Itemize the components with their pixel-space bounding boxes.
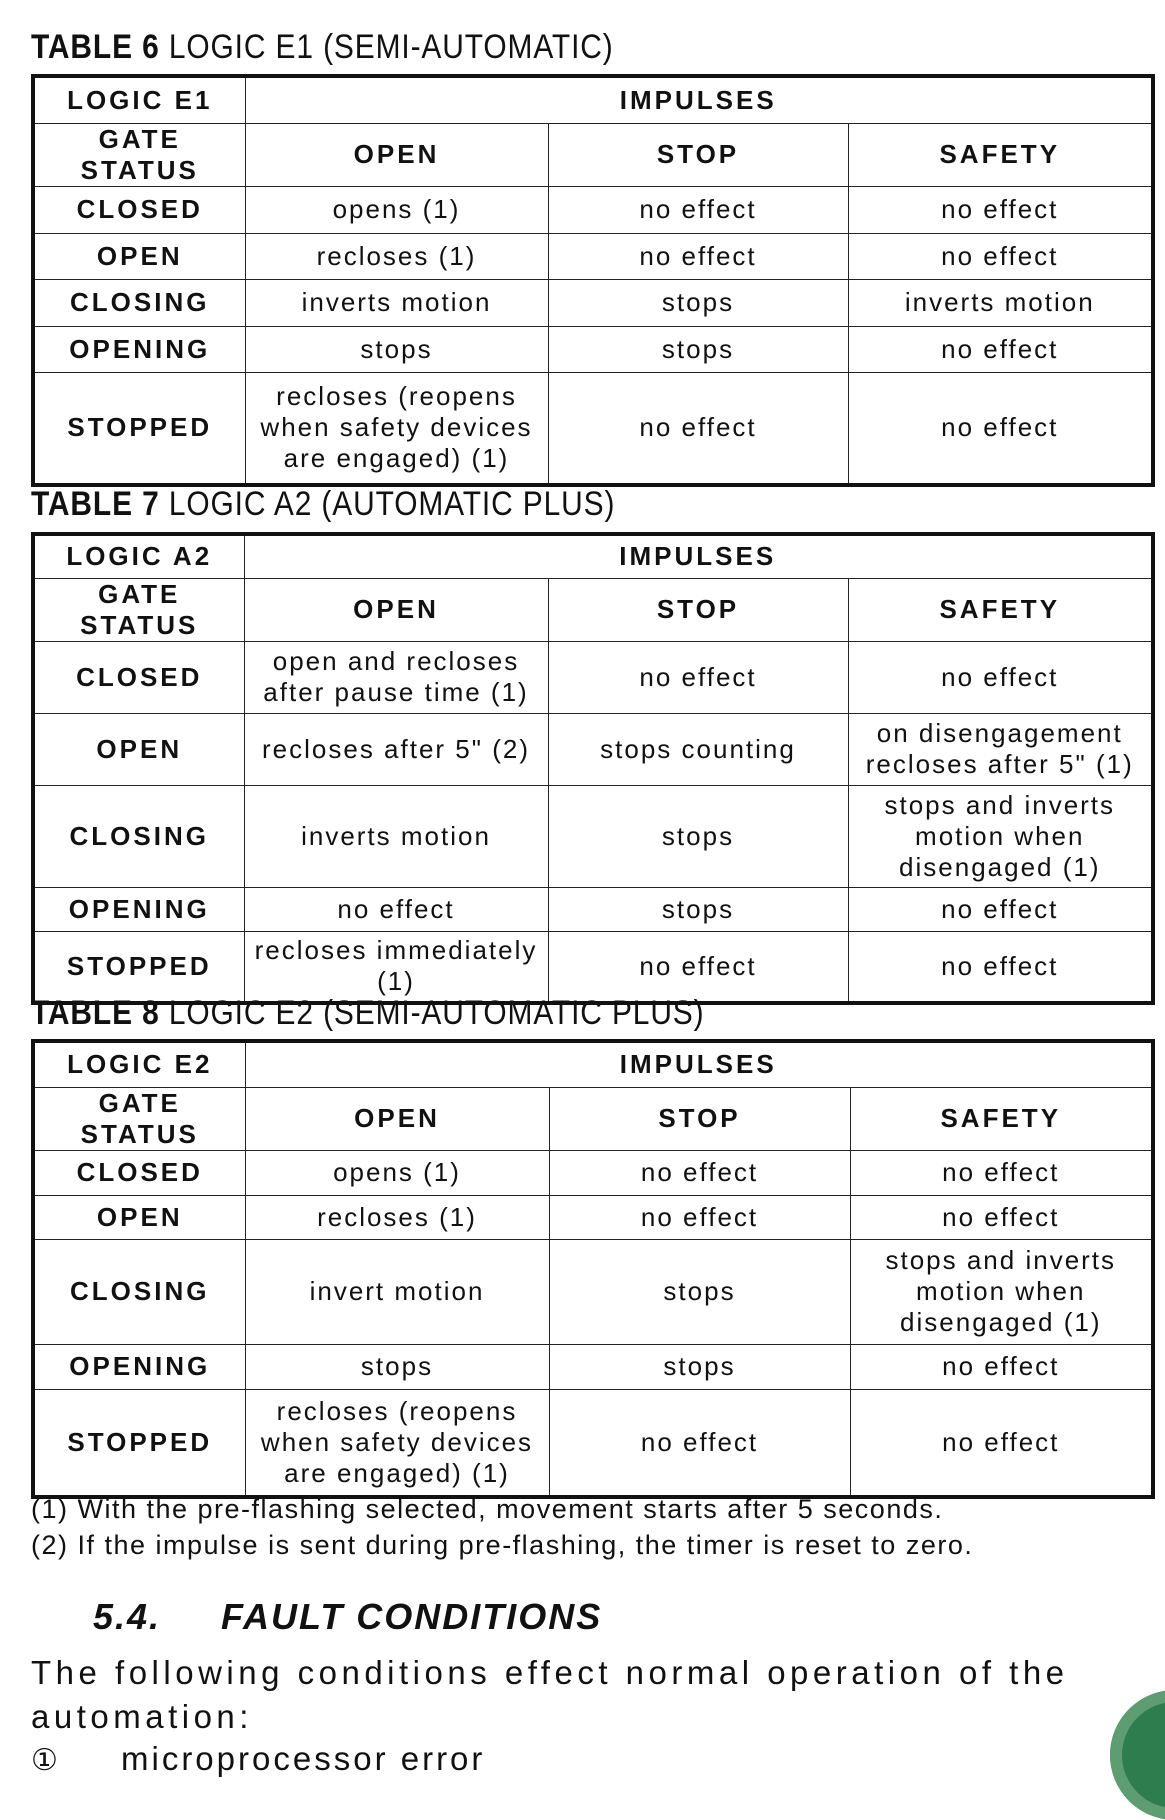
table-logic-a2	[31, 532, 1155, 1005]
row-status: OPEN	[33, 1195, 245, 1239]
cell-open: stops	[245, 326, 548, 372]
cell-stop: stops	[548, 279, 848, 326]
cell-open: open and recloses after pause time (1)	[244, 641, 548, 713]
column-stop: STOP	[549, 1087, 850, 1150]
circled-one-marker: ①	[31, 1744, 61, 1777]
footnote-2: (2) If the impulse is sent during pre-flashing, the timer is reset to zero.	[31, 1530, 974, 1560]
column-open: OPEN	[244, 578, 548, 641]
table-row	[33, 279, 1153, 326]
cell-open: invert motion	[245, 1239, 549, 1344]
column-safety: SAFETY	[848, 578, 1153, 641]
table-row	[33, 372, 1153, 485]
cell-stop: no effect	[548, 641, 848, 713]
table-row	[33, 186, 1153, 233]
table-row	[33, 641, 1153, 713]
cell-stop: stops	[548, 887, 848, 931]
table-row	[33, 1195, 1153, 1239]
row-status: CLOSING	[33, 279, 245, 326]
row-status: OPENING	[33, 1344, 245, 1389]
impulses-header: IMPULSES	[245, 1041, 1153, 1087]
table-row	[33, 233, 1153, 279]
row-status: CLOSED	[33, 1150, 245, 1195]
impulses-header: IMPULSES	[244, 534, 1153, 578]
gate-status-header: GATE STATUS	[33, 123, 245, 186]
table-7-title	[31, 485, 615, 524]
cell-stop: no effect	[548, 372, 848, 485]
table-row	[33, 785, 1153, 887]
row-status: CLOSING	[33, 785, 244, 887]
table-8-title	[31, 994, 704, 1033]
table-row	[33, 1389, 1153, 1497]
cell-stop: no effect	[549, 1389, 850, 1497]
logic-label: LOGIC E2	[33, 1041, 245, 1087]
row-status: OPEN	[33, 233, 245, 279]
cell-safety: on disengagement recloses after 5" (1)	[848, 713, 1153, 785]
cell-open: opens (1)	[245, 186, 548, 233]
row-status: STOPPED	[33, 372, 245, 485]
table-number: TABLE 6	[31, 28, 160, 66]
cell-safety: no effect	[848, 233, 1153, 279]
cell-safety: no effect	[848, 372, 1153, 485]
cell-stop: stops	[549, 1344, 850, 1389]
impulses-header: IMPULSES	[245, 76, 1153, 123]
row-status: CLOSING	[33, 1239, 245, 1344]
cell-open: opens (1)	[245, 1150, 549, 1195]
cell-open: inverts motion	[244, 785, 548, 887]
column-open: OPEN	[245, 123, 548, 186]
cell-open: inverts motion	[245, 279, 548, 326]
table-number: TABLE 8	[31, 994, 160, 1032]
table-caption: LOGIC E1 (SEMI-AUTOMATIC)	[168, 28, 614, 66]
cell-safety: no effect	[850, 1389, 1153, 1497]
row-status: OPENING	[33, 326, 245, 372]
cell-safety: no effect	[848, 931, 1153, 1003]
cell-safety: no effect	[848, 641, 1153, 713]
table-row	[33, 713, 1153, 785]
footnote-1: (1) With the pre-flashing selected, movement starts after 5 seconds.	[31, 1494, 944, 1524]
gate-status-header: GATE STATUS	[33, 1087, 245, 1150]
cell-open: recloses (reopens when safety devices are engaged) (1)	[245, 372, 548, 485]
section-heading	[93, 1596, 602, 1638]
cell-safety: no effect	[848, 887, 1153, 931]
logic-label: LOGIC E1	[33, 76, 245, 123]
cell-safety: no effect	[850, 1195, 1153, 1239]
cell-stop: no effect	[549, 1195, 850, 1239]
table-logic-e1	[31, 74, 1155, 487]
table-row	[33, 326, 1153, 372]
cell-open: recloses immediately (1)	[244, 931, 548, 1003]
cell-open: recloses (reopens when safety devices are engaged) (1)	[245, 1389, 549, 1497]
cell-safety: stops and inverts motion when disengaged (1)	[850, 1239, 1153, 1344]
table-logic-e2	[31, 1039, 1155, 1499]
table-row	[33, 931, 1153, 1003]
row-status: STOPPED	[33, 1389, 245, 1497]
section-paragraph: The following conditions effect normal operation of the automation:	[31, 1654, 1069, 1735]
cell-stop: no effect	[548, 186, 848, 233]
column-open: OPEN	[245, 1087, 549, 1150]
column-stop: STOP	[548, 578, 848, 641]
gate-status-header: GATE STATUS	[33, 578, 244, 641]
list-item-text: microprocessor error	[121, 1740, 486, 1777]
row-status: CLOSED	[33, 186, 245, 233]
row-status: OPEN	[33, 713, 244, 785]
cell-safety: no effect	[848, 326, 1153, 372]
table-row	[33, 887, 1153, 931]
column-safety: SAFETY	[848, 123, 1153, 186]
section-title: FAULT CONDITIONS	[221, 1596, 603, 1637]
table-number: TABLE 7	[31, 485, 160, 523]
list-item	[31, 1740, 485, 1778]
row-status: OPENING	[33, 887, 244, 931]
table-row	[33, 1239, 1153, 1344]
cell-safety: no effect	[850, 1150, 1153, 1195]
table-caption: LOGIC A2 (AUTOMATIC PLUS)	[168, 485, 616, 523]
cell-stop: no effect	[549, 1150, 850, 1195]
cell-stop: no effect	[548, 931, 848, 1003]
table-caption: LOGIC E2 (SEMI-AUTOMATIC PLUS)	[168, 994, 705, 1032]
cell-open: recloses after 5" (2)	[244, 713, 548, 785]
cell-stop: stops	[549, 1239, 850, 1344]
cell-open: no effect	[244, 887, 548, 931]
cell-stop: no effect	[548, 233, 848, 279]
cell-stop: stops	[548, 326, 848, 372]
cell-open: recloses (1)	[245, 233, 548, 279]
table-row	[33, 1344, 1153, 1389]
cell-safety: no effect	[850, 1344, 1153, 1389]
cell-open: stops	[245, 1344, 549, 1389]
cell-safety: stops and inverts motion when disengaged (1)	[848, 785, 1153, 887]
row-status: CLOSED	[33, 641, 244, 713]
table-6-title	[31, 28, 614, 67]
cell-safety: inverts motion	[848, 279, 1153, 326]
cell-stop: stops	[548, 785, 848, 887]
cell-open: recloses (1)	[245, 1195, 549, 1239]
table-row	[33, 1150, 1153, 1195]
cell-safety: no effect	[848, 186, 1153, 233]
column-stop: STOP	[548, 123, 848, 186]
column-safety: SAFETY	[850, 1087, 1153, 1150]
section-number: 5.4.	[93, 1596, 162, 1637]
logic-label: LOGIC A2	[33, 534, 244, 578]
cell-stop: stops counting	[548, 713, 848, 785]
row-status: STOPPED	[33, 931, 244, 1003]
